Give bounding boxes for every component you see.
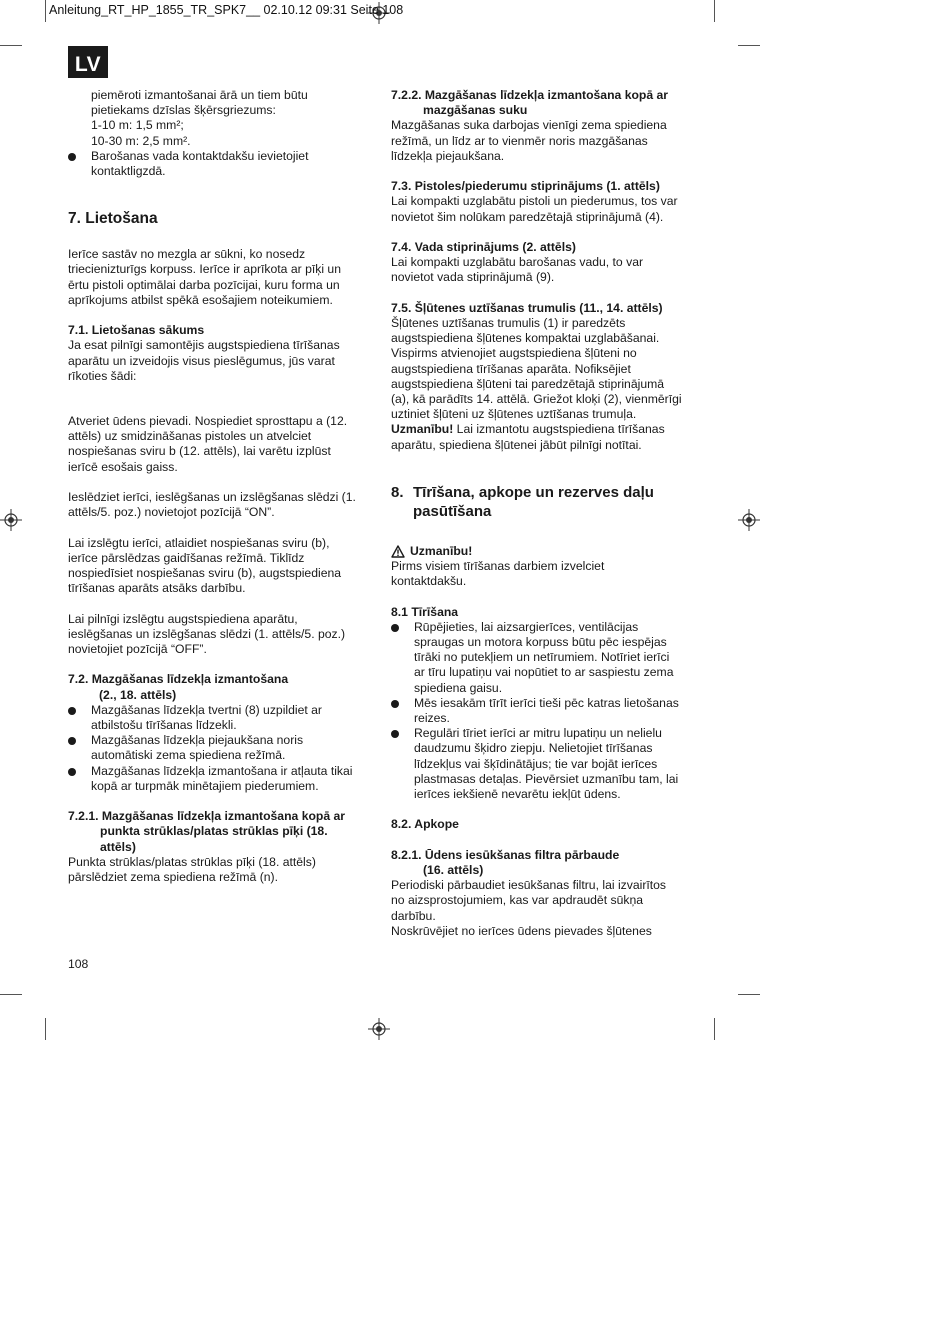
section-7-2-2-text: Mazgāšanas suka darbojas vienīgi zema spiediena režīmā, un līdz ar to vienmēr noris mazgāšanas līdzekļa piejaukšana. [391,118,667,163]
list-item: Rūpējieties, lai aizsargierīces, ventilācijas spraugas un motora korpuss būtu pēc iespējas tīrāki no putekļiem un netīrumiem. Notīriet ierīci ar tīru lupatiņu vai nopūtiet to ar saspiestu zema spiediena gaisu. [391,620,696,696]
section-7-heading: 7. Lietošana [68,210,158,228]
section-7-4-heading: 7.4. Vada stiprinājums (2. attēls) [391,240,576,254]
crop-mark [738,994,760,995]
paragraph-switch-on: Ieslēdziet ierīci, ieslēgšanas un izslēgšanas slēdzi (1. attēls/5. poz.) novietojot pozīcijā “ON”. [68,490,356,520]
section-7-2-2-heading: 7.2.2. Mazgāšanas līdzekļa izmantošana kopā ar mazgāšanas suku [391,88,669,118]
crop-mark [0,45,22,46]
crop-mark [714,1018,715,1040]
intro-bullet-list [68,149,368,179]
section-8-2-1-heading: 8.2.1. Ūdens iesūkšanas filtra pārbaude (16. attēls) [391,847,620,878]
intro-continuation: piemēroti izmantošanai ārā un tiem būtu pietiekams dzīslas šķērsgriezums: 1-10 m: 1,5 mm²; 10-30 m: 2,5 mm². [91,88,308,148]
list-item: Mēs iesakām tīrīt ierīci tieši pēc katras lietošanas reizes. [391,696,696,726]
section-7-5-heading: 7.5. Šļūtenes uztīšanas trumulis (11., 14. attēls) [391,300,663,315]
paragraph-release-lever: Lai izslēgtu ierīci, atlaidiet nospiešanas sviru (b), ierīce pārslēdzas gaidīšanas režīmā. Tiklīdz nospiedīsiet nospiešanas sviru (b), augstspiediena tīrīšanas aparāts atsāks darbību. [68,535,342,596]
crop-mark [45,1018,46,1040]
warning-triangle-icon [391,545,405,558]
page-number: 108 [68,957,89,971]
print-file-header: Anleitung_RT_HP_1855_TR_SPK7__ 02.10.12 09:31 Seite 108 [49,3,404,17]
section-7-2-bullet-list [68,703,368,794]
section-8-heading: 8. Tīrīšana, apkope un rezerves daļu pasūtīšana [391,483,654,520]
warning-heading: Uzmanību! [391,544,696,559]
registration-mark-icon [0,509,22,531]
section-8-2-heading: 8.2. Apkope [391,817,459,832]
section-8-1-heading: 8.1 Tīrīšana [391,604,459,619]
crop-mark [45,0,46,22]
registration-mark-icon [738,509,760,531]
section-7-5-text: Šļūtenes uztīšanas trumulis (1) ir paredzēts augstspiediena šļūtenes kompaktai uzglabāšanai. Vispirms atvienojiet augstspiediena šļūteni no augstspiediena tīrīšanas aparāta. Nofiksējiet augstspiediena šļūteni tai paredzētajā stiprinājumā (a), kā parādīts 14. attēlā. Griežot kloķi (2), vienmērīgi uztiniet šļūteni uz šļūtenes uztīšanas trumuļa. Uzmanību! Lai izmantotu augstspiediena tīrīšanas aparātu, spiediena šļūtenei jābūt pilnīgi notītai. [391,316,682,452]
crop-mark [714,0,715,22]
section-7-1-text: Ja esat pilnīgi samontējis augstspiediena tīrīšanas aparātu un izveidojis visus pieslēgumus, jūs varat rīkoties šādi: [68,338,340,383]
section-8-2-1-text: Periodiski pārbaudiet iesūkšanas filtru, lai izvairītos no aizsprostojumiem, kas var apdraudēt sūkņa darbību. Noskrūvējiet no ierīces ūdens pievades šļūtenes [391,878,667,938]
section-7-2-1-heading: 7.2.1. Mazgāšanas līdzekļa izmantošana kopā ar punkta strūklas/platas strūklas pīķi (18. attēls) [68,809,346,854]
list-item: Barošanas vada kontaktdakšu ievietojiet kontaktligzdā. [68,149,368,179]
section-7-2-heading: 7.2. Mazgāšanas līdzekļa izmantošana (2., 18. attēls) [68,672,289,702]
list-item: Regulāri tīriet ierīci ar mitru lupatiņu un nelielu daudzumu šķidro ziepju. Nelietojiet tīrīšanas līdzekļus vai šķīdinātājus; tie var bojāt ierīces plastmasas detaļas. Pievērsiet uzmanību tam, lai ierīces iekšienē nevarētu iekļūt ūdens. [391,726,696,802]
section-8-warning-text: Pirms visiem tīrīšanas darbiem izvelciet kontaktdakšu. [391,559,605,589]
list-item: Mazgāšanas līdzekļa tvertni (8) uzpildiet ar atbilstošu tīrīšanas līdzekli. [68,703,368,733]
list-item: Mazgāšanas līdzekļa izmantošana ir atļauta tikai kopā ar turpmāk minētajiem piederumiem. [68,764,368,794]
paragraph-switch-off: Lai pilnīgi izslēgtu augstspiediena aparātu, ieslēgšanas un izslēgšanas slēdzi (1. attēls/5. poz.) novietojiet pozīcijā “OFF”. [68,611,346,657]
crop-mark [738,45,760,46]
section-7-text: Ierīce sastāv no mezgla ar sūkni, ko nosedz triecienizturīgs korpuss. Ierīce ir aprīkota ar pīķi un ērtu pistoli optimālai darba pozīcijai, kuru forma un aprīkojums atbilst spēkā esošajiem noteikumiem. [68,247,341,307]
right-column [391,88,696,939]
section-7-4-text: Lai kompakti uzglabātu barošanas vadu, to var novietot vada stiprinājumā (9). [391,255,644,285]
registration-mark-icon [368,1018,390,1040]
section-7-3-text: Lai kompakti uzglabātu pistoli un piederumus, tos var novietot šim nolūkam paredzētajā stiprinājumā (4). [391,194,678,224]
section-7-3-heading: 7.3. Pistoles/piederumu stiprinājums (1. attēls) [391,179,660,194]
section-8-1-bullet-list [391,620,696,802]
list-item: Mazgāšanas līdzekļa piejaukšana noris automātiski zema spiediena režīmā. [68,733,368,763]
paragraph-water-supply: Atveriet ūdens pievadi. Nospiediet sprosttapu a (12. attēls) uz smidzināšanas pistoles un atvelciet nospiešanas sviru b (12. attēls), lai varētu izplūst ierīcē esošais gaiss. [68,414,348,474]
left-column [68,88,368,885]
section-7-2-1-text: Punkta strūklas/platas strūklas pīķi (18. attēls) pārslēdziet zema spiediena režīmā (n). [68,854,316,885]
section-7-1-heading: 7.1. Lietošanas sākums [68,323,205,338]
warning-label: Uzmanību! [391,422,454,437]
crop-mark [0,994,22,995]
language-tab: LV [68,46,108,78]
